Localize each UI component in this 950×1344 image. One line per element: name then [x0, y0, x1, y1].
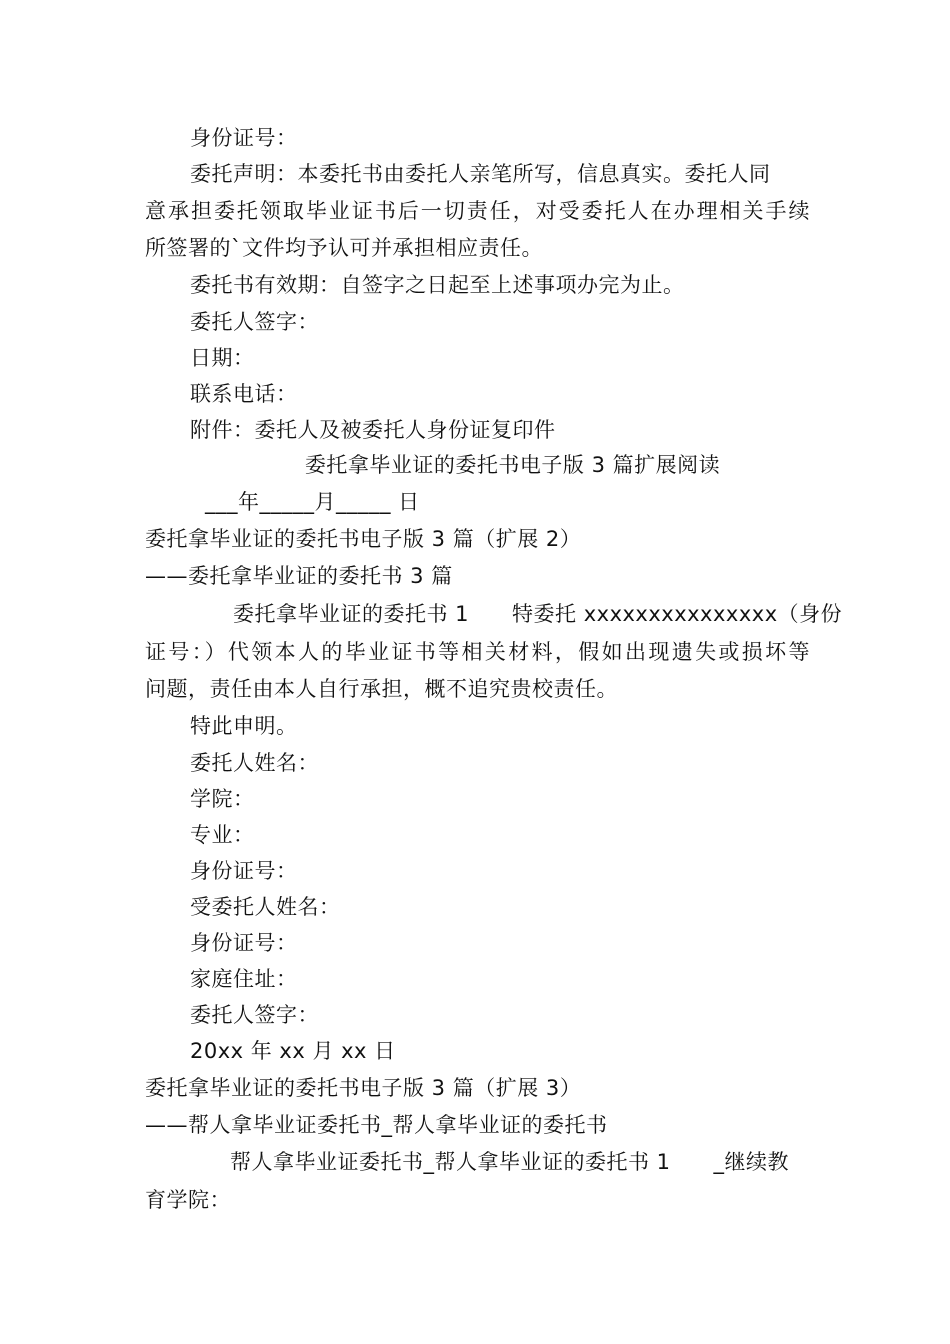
date-line: 日期：: [190, 346, 255, 370]
declaration-line-1: 委托声明：本委托书由委托人亲笔所写，信息真实。委托人同: [190, 162, 771, 186]
date-blank-line: ___年_____月_____ 日: [205, 490, 420, 514]
date-line-2: 20xx 年 xx 月 xx 日: [190, 1039, 396, 1063]
section-3-subheading: ——帮人拿毕业证委托书_帮人拿毕业证的委托书: [145, 1113, 608, 1137]
id-number-line: 身份证号：: [190, 126, 298, 150]
college-line: 学院：: [190, 787, 255, 811]
principal-name-line: 委托人姓名：: [190, 751, 319, 775]
home-address-line: 家庭住址：: [190, 967, 298, 991]
section-3-heading: 委托拿毕业证的委托书电子版 3 篇（扩展 3）: [145, 1076, 582, 1100]
agent-name-line: 受委托人姓名：: [190, 895, 341, 919]
validity-line: 委托书有效期：自签字之日起至上述事项办完为止。: [190, 273, 685, 297]
section-2-para-line-2: 证号：）代领本人的毕业证书等相关材料，假如出现遗失或损坏等: [145, 640, 810, 664]
section-2-para-line-1: 委托拿毕业证的委托书 1 特委托 xxxxxxxxxxxxxxx（身份: [233, 602, 843, 626]
signature-line: 委托人签字：: [190, 310, 319, 334]
attachment-line: 附件：委托人及被委托人身份证复印件: [190, 418, 556, 442]
section-3-para-line-2: 育学院：: [145, 1188, 231, 1212]
declaration-line-2: 意承担委托领取毕业证书后一切责任，对受委托人在办理相关手续: [145, 199, 810, 223]
major-line: 专业：: [190, 823, 255, 847]
section-2-subheading: ——委托拿毕业证的委托书 3 篇: [145, 564, 453, 588]
declaration-line-3: 所签署的`文件均予认可并承担相应责任。: [145, 236, 543, 260]
section-3-para-line-1: 帮人拿毕业证委托书_帮人拿毕业证的委托书 1 _继续教: [230, 1150, 790, 1174]
id-number-line-2: 身份证号：: [190, 859, 298, 883]
phone-line: 联系电话：: [190, 382, 298, 406]
signature-line-2: 委托人签字：: [190, 1003, 319, 1027]
extended-reading-title: 委托拿毕业证的委托书电子版 3 篇扩展阅读: [304, 453, 721, 477]
section-2-heading: 委托拿毕业证的委托书电子版 3 篇（扩展 2）: [145, 527, 582, 551]
id-number-line-3: 身份证号：: [190, 931, 298, 955]
section-2-para-line-3: 问题，责任由本人自行承担，概不追究贵校责任。: [145, 677, 618, 701]
statement-line: 特此申明。: [190, 714, 298, 738]
